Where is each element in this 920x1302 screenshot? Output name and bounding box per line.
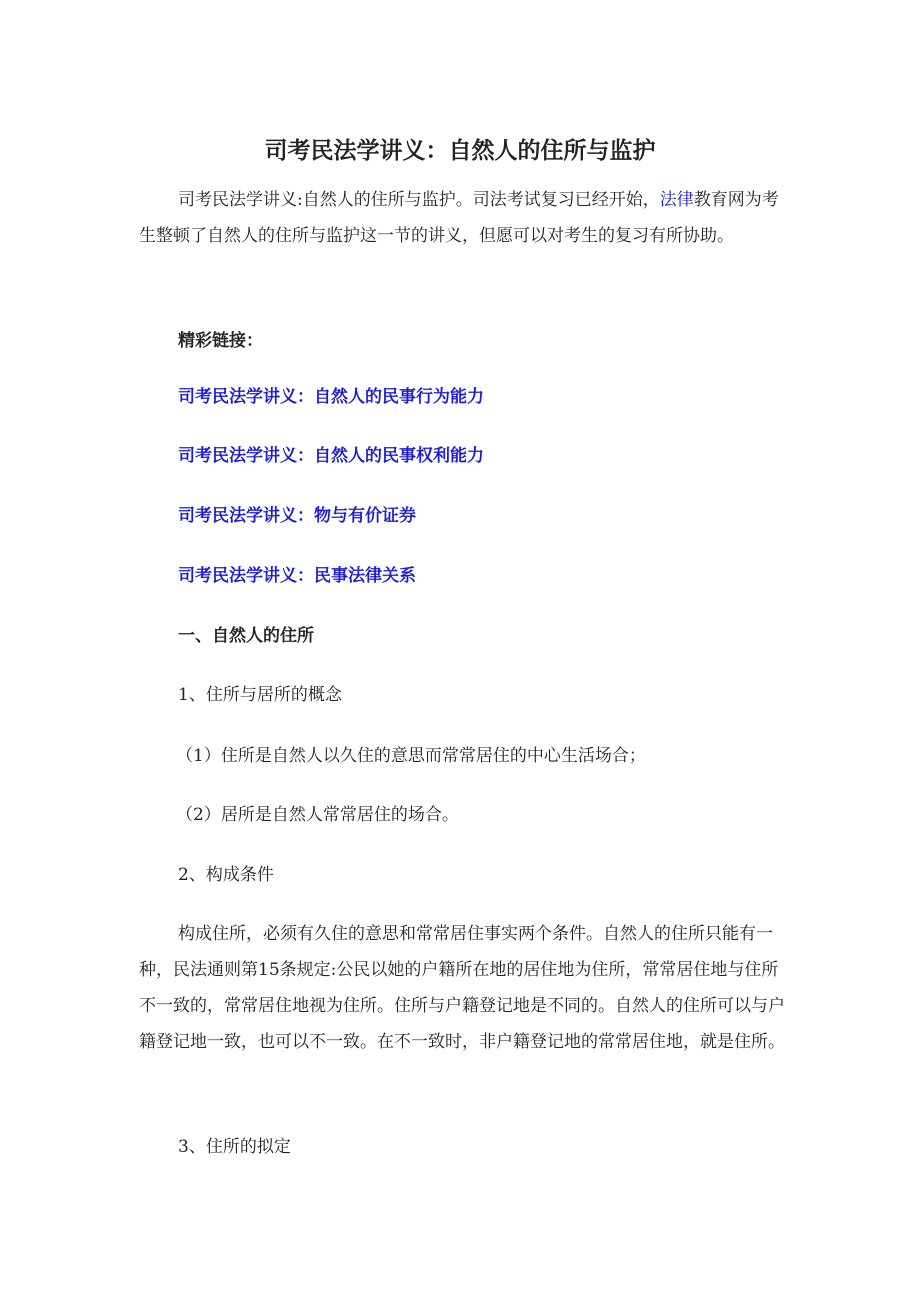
links-heading: 精彩链接：	[178, 331, 263, 351]
related-link-property-securities[interactable]: 司考民法学讲义：物与有价证券	[178, 506, 416, 526]
subsection-heading-determination: 3、住所的拟定	[178, 1137, 291, 1157]
subsection-heading-conditions: 2、构成条件	[178, 865, 274, 885]
related-link-civil-legal-relations[interactable]: 司考民法学讲义：民事法律关系	[178, 566, 416, 586]
subsection-heading-concept: 1、住所与居所的概念	[178, 685, 342, 705]
related-link-civil-rights-capacity[interactable]: 司考民法学讲义：自然人的民事权利能力	[178, 446, 484, 466]
concept-item-2: （2）居所是自然人常常居住的场合。	[176, 805, 459, 825]
concept-item-1: （1）住所是自然人以久住的意思而常常居住的中心生活场合；	[176, 746, 646, 766]
related-link-civil-capacity[interactable]: 司考民法学讲义：自然人的民事行为能力	[178, 387, 484, 407]
intro-paragraph	[139, 182, 787, 254]
intro-text-before-link: 司考民法学讲义:自然人的住所与监护。司法考试复习已经开始，	[178, 190, 660, 210]
section-heading-residence: 一、自然人的住所	[178, 626, 314, 646]
conditions-paragraph: 构成住所，必须有久住的意思和常常居住事实两个条件。自然人的住所只能有一种，民法通则第15条规定:公民以她的户籍所在地的居住地为住所，常常居住地与住所不一致的，常常居住地视为住所。住所与户籍登记地是不同的。自然人的住所可以与户籍登记地一致，也可以不一致。在不一致时，非户籍登记地的常常居住地，就是住所。	[139, 924, 785, 1052]
intro-text-after-link: 教育网为考生整顿了自然人的住所与监护这一节的讲义，但愿可以对考生的复习有所协助。	[139, 190, 779, 246]
law-inline-link[interactable]: 法律	[659, 190, 694, 210]
document-title: 司考民法学讲义：自然人的住所与监护	[264, 138, 656, 165]
